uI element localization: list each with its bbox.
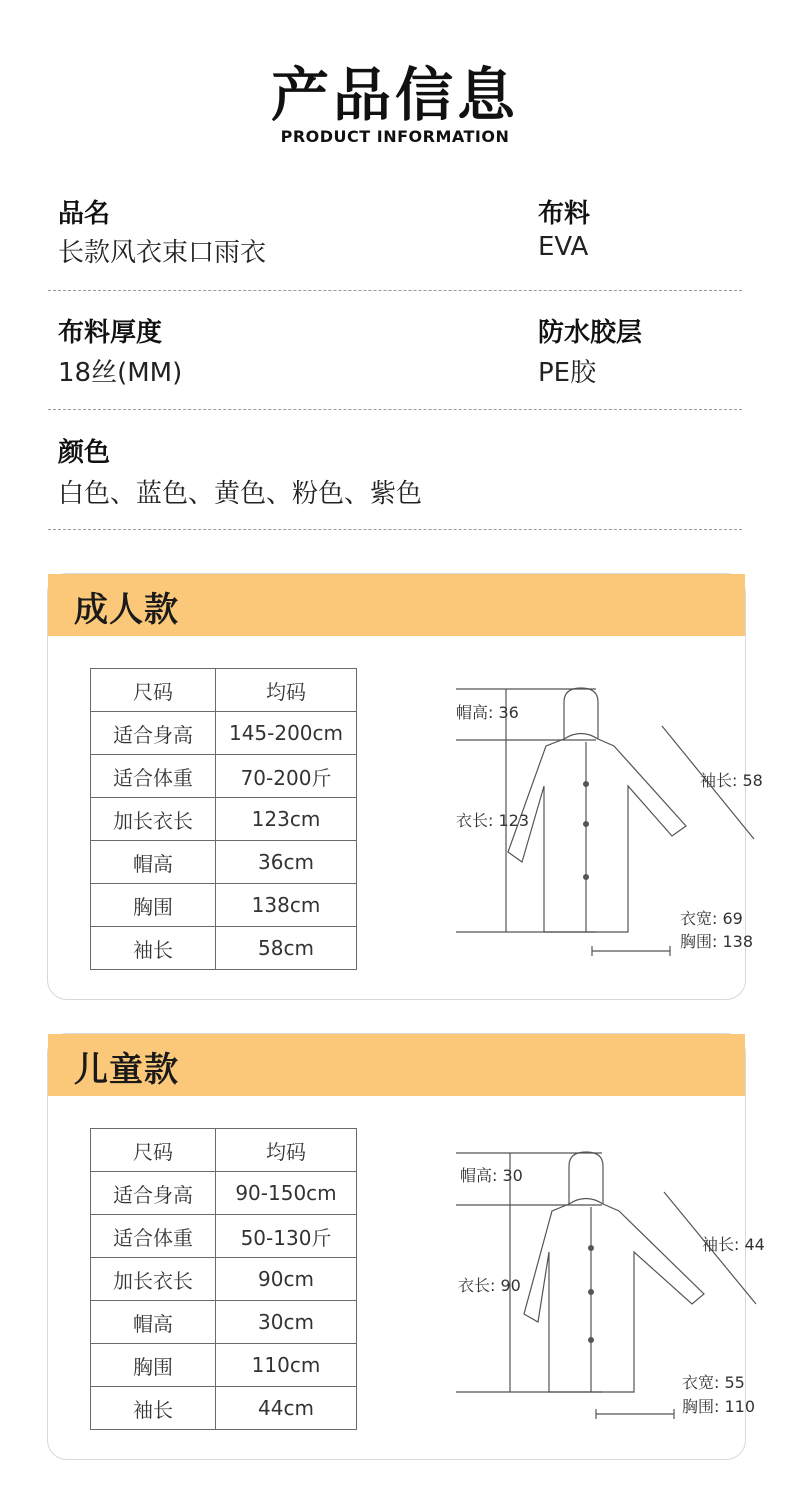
separator (48, 409, 742, 410)
table-cell: 帽高 (91, 1301, 216, 1344)
width-label: 衣宽: 69 (680, 909, 743, 928)
color-label: 颜色 (58, 438, 111, 468)
button (583, 781, 589, 787)
table-cell: 尺码 (91, 1129, 216, 1172)
name-value: 长款风衣束口雨衣 (58, 238, 267, 268)
chest-label: 胸围: 138 (680, 932, 754, 951)
fabric-value: EVA (538, 232, 589, 262)
button (583, 874, 589, 880)
table-row (91, 1387, 357, 1430)
table-cell: 138cm (216, 884, 357, 927)
table-cell: 均码 (216, 669, 357, 712)
table-cell: 36cm (216, 841, 357, 884)
table-row (91, 1172, 357, 1215)
coating-label: 防水胶层 (538, 318, 643, 348)
table-cell: 145-200cm (216, 712, 357, 755)
hood-height-label: 帽高: 36 (456, 703, 519, 722)
table-row (91, 841, 357, 884)
table-cell: 帽高 (91, 841, 216, 884)
table-cell: 50-130斤 (216, 1215, 357, 1258)
hood-seam (569, 1199, 603, 1205)
table-cell: 尺码 (91, 669, 216, 712)
kids-size-card (47, 1033, 765, 1460)
table-cell: 适合体重 (91, 755, 216, 798)
table-row (91, 1258, 357, 1301)
table-row (91, 669, 357, 712)
coating-value: PE胶 (538, 358, 597, 388)
table-cell: 胸围 (91, 1344, 216, 1387)
thickness-label: 布料厚度 (58, 318, 163, 348)
separator (48, 290, 742, 291)
table-cell: 58cm (216, 927, 357, 970)
table-cell: 110cm (216, 1344, 357, 1387)
hood-seam (564, 734, 598, 740)
table-row (91, 927, 357, 970)
table-row (91, 1129, 357, 1172)
table-cell: 70-200斤 (216, 755, 357, 798)
page-subtitle: PRODUCT INFORMATION (280, 127, 510, 146)
adult-card-title: 成人款 (74, 590, 179, 630)
sleeve-length-label: 袖长: 58 (700, 771, 763, 790)
table-cell: 均码 (216, 1129, 357, 1172)
length-label: 衣长: 90 (458, 1276, 521, 1295)
adult-size-card (47, 573, 763, 1000)
table-row (91, 1301, 357, 1344)
length-label: 衣长: 123 (456, 811, 530, 830)
button (588, 1289, 594, 1295)
table-cell: 袖长 (91, 927, 216, 970)
table-row (91, 1344, 357, 1387)
thickness-value: 18丝(MM) (58, 358, 183, 388)
sleeve-length-label: 袖长: 44 (702, 1235, 765, 1254)
adult-size-table (90, 668, 357, 970)
table-cell: 适合身高 (91, 1172, 216, 1215)
name-label: 品名 (58, 199, 111, 229)
table-cell: 加长衣长 (91, 1258, 216, 1301)
table-row (91, 712, 357, 755)
button (588, 1245, 594, 1251)
table-row (91, 798, 357, 841)
kids-card-title: 儿童款 (74, 1050, 179, 1090)
adult-raincoat-diagram (404, 674, 763, 974)
table-row (91, 1215, 357, 1258)
table-cell: 90-150cm (216, 1172, 357, 1215)
kids-raincoat-diagram (404, 1134, 765, 1434)
chest-label: 胸围: 110 (682, 1397, 756, 1416)
page-title: 产品信息 (270, 61, 519, 129)
raincoat-outline (524, 1152, 704, 1392)
table-cell: 123cm (216, 798, 357, 841)
table-cell: 44cm (216, 1387, 357, 1430)
table-cell: 胸围 (91, 884, 216, 927)
table-row (91, 884, 357, 927)
raincoat-outline (508, 688, 686, 932)
hood-height-label: 帽高: 30 (460, 1166, 523, 1185)
width-label: 衣宽: 55 (682, 1373, 745, 1392)
kids-size-table (90, 1128, 357, 1430)
button (583, 821, 589, 827)
table-cell: 加长衣长 (91, 798, 216, 841)
table-row (91, 755, 357, 798)
table-cell: 90cm (216, 1258, 357, 1301)
table-cell: 袖长 (91, 1387, 216, 1430)
separator (48, 529, 742, 530)
table-cell: 30cm (216, 1301, 357, 1344)
table-cell: 适合身高 (91, 712, 216, 755)
button (588, 1337, 594, 1343)
table-cell: 适合体重 (91, 1215, 216, 1258)
fabric-label: 布料 (538, 199, 591, 229)
color-value: 白色、蓝色、黄色、粉色、紫色 (58, 479, 423, 509)
